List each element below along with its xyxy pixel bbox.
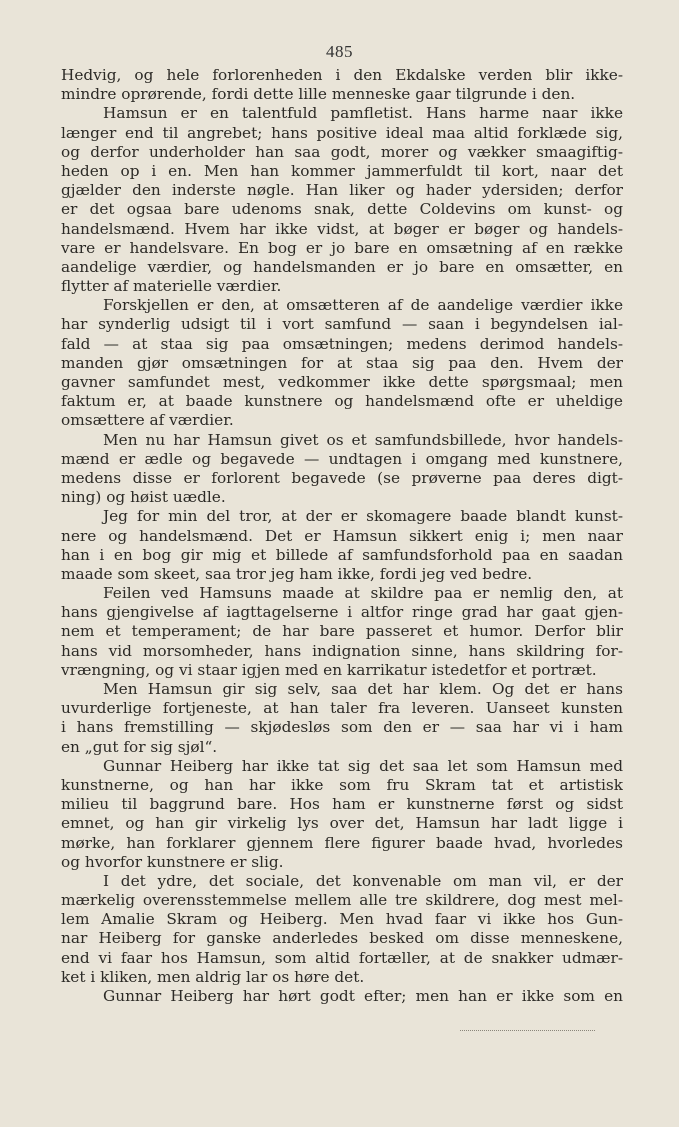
text-line: mærkelig overensstemmelse mellem alle tre skildrere, dog mest mel- <box>61 891 623 910</box>
text-line: ket i kliken, men aldrig lar os høre det. <box>61 967 365 986</box>
text-line: lem Amalie Skram og Heiberg. Men hvad faar vi ikke hos Gun- <box>61 910 623 929</box>
text-line: flytter af materielle værdier. <box>61 277 282 296</box>
text-line: ning) og høist uædle. <box>61 488 226 507</box>
page-number: 485 <box>326 42 353 61</box>
text-line: og derfor underholder han saa godt, morer og vækker smaagiftig- <box>61 142 623 161</box>
text-line: fald — at staa sig paa omsætningen; medens derimod handels- <box>61 334 623 353</box>
text-line: handelsmænd. Hvem har ikke vidst, at bøger er bøger og handels- <box>61 219 623 238</box>
text-line: Gunnar Heiberg har ikke tat sig det saa let som Hamsun med <box>103 756 623 775</box>
bottom-rule <box>460 1030 595 1031</box>
text-line: han i en bog gir mig et billede af samfundsforhold paa en saadan <box>61 545 623 564</box>
text-line: hans gjengivelse af iagttagelserne i altfor ringe grad har gaat gjen- <box>61 603 623 622</box>
text-line: en „gut for sig sjøl“. <box>61 737 218 756</box>
text-line: faktum er, at baade kunstnere og handelsmænd ofte er uheldige <box>61 392 623 411</box>
text-line: gavner samfundet mest, vedkommer ikke dette spørgsmaal; men <box>61 373 623 391</box>
text-line: Men Hamsun gir sig selv, saa det har klem. Og det er hans <box>103 680 623 698</box>
text-line: maade som skeet, saa tror jeg ham ikke, fordi jeg ved bedre. <box>61 564 533 583</box>
text-line: Men nu har Hamsun givet os et samfundsbillede, hvor handels- <box>103 430 623 449</box>
text-line: længer end til angrebet; hans positive ideal maa altid forklæde sig, <box>61 123 623 142</box>
text-line: vrængning, og vi staar igjen med en karrikatur istedetfor et portræt. <box>61 660 597 679</box>
text-line: medens disse er forlorent begavede (se prøverne paa deres digt- <box>61 468 623 487</box>
text-line: Jeg for min del tror, at der er skomagere baade blandt kunst- <box>103 507 623 526</box>
text-line: mørke, han forklarer gjennem flere figurer baade hvad, hvorledes <box>61 833 623 852</box>
text-line: og hvorfor kunstnere er slig. <box>61 852 284 871</box>
text-line: Hamsun er en talentfuld pamfletist. Hans harme naar ikke <box>103 104 623 123</box>
text-line: milieu til baggrund bare. Hos ham er kunstnerne først og sidst <box>61 795 623 814</box>
text-line: er det ogsaa bare udenoms snak, dette Coldevins om kunst- og <box>61 200 623 219</box>
text-line: Hedvig, og hele forlorenheden i den Ekdalske verden blir ikke- <box>61 66 623 84</box>
text-line: mænd er ædle og begavede — undtagen i omgang med kunstnere, <box>61 449 623 468</box>
text-line: i hans fremstilling — skjødesløs som den er — saa har vi i ham <box>61 718 623 737</box>
text-line: manden gjør omsætningen for at staa sig paa den. Hvem der <box>61 353 623 372</box>
text-line: nere og handelsmænd. Det er Hamsun sikkert enig i; men naar <box>61 526 623 545</box>
text-line: vare er handelsvare. En bog er jo bare en omsætning af en række <box>61 238 623 257</box>
text-line: I det ydre, det sociale, det konvenable om man vil, er der <box>103 871 623 890</box>
text-line: Feilen ved Hamsuns maade at skildre paa er nemlig den, at <box>103 584 623 603</box>
text-line: Forskjellen er den, at omsætteren af de aandelige værdier ikke <box>103 296 623 315</box>
text-line: mindre oprørende, fordi dette lille menneske gaar tilgrunde i den. <box>61 85 576 104</box>
body-text <box>61 66 623 1006</box>
text-line: kunstnerne, og han har ikke som fru Skram tat et artistisk <box>61 775 623 794</box>
text-line: gjælder den inderste nøgle. Han liker og hader ydersiden; derfor <box>61 181 623 200</box>
text-line: hans vid morsomheder, hans indignation sinne, hans skildring for- <box>61 641 623 660</box>
text-line: emnet, og han gir virkelig lys over det, Hamsun har ladt ligge i <box>61 814 623 833</box>
text-line: nem et temperament; de har bare passeret et humor. Derfor blir <box>61 622 623 641</box>
text-line: uvurderlige fortjeneste, at han taler fra leveren. Uanseet kunsten <box>61 699 623 718</box>
text-line: end vi faar hos Hamsun, som altid fortæller, at de snakker udmær- <box>61 948 623 967</box>
text-line: har synderlig udsigt til i vort samfund — saan i begyndelsen ial- <box>61 315 623 334</box>
text-line: Gunnar Heiberg har hørt godt efter; men han er ikke som en <box>103 987 623 1005</box>
text-line: nar Heiberg for ganske anderledes besked om disse menneskene, <box>61 929 623 948</box>
text-line: aandelige værdier, og handelsmanden er jo bare en omsætter, en <box>61 257 623 276</box>
text-line: heden op i en. Men han kommer jammerfuldt til kort, naar det <box>61 161 623 180</box>
text-line: omsættere af værdier. <box>61 411 234 430</box>
